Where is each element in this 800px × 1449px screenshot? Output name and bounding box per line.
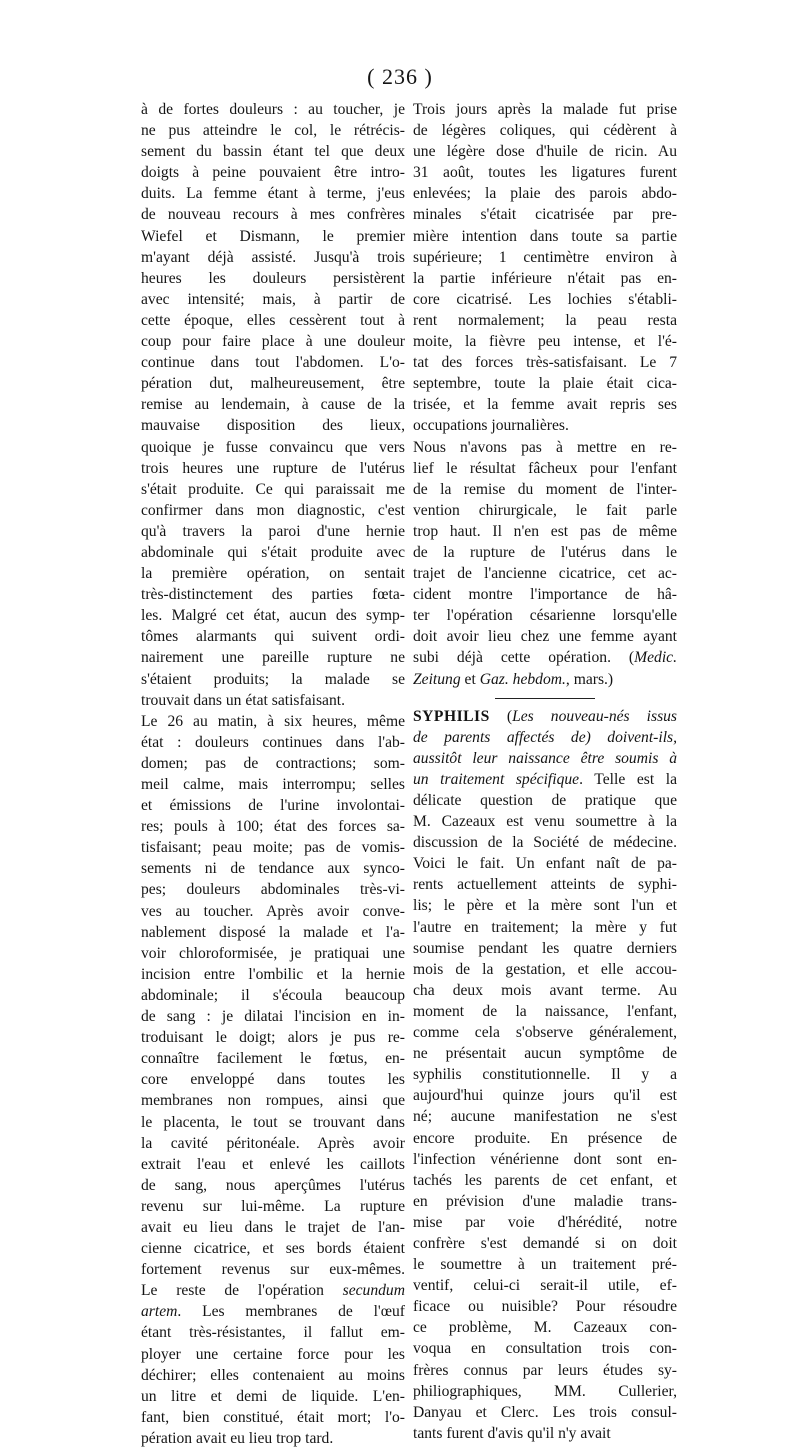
text-line: duits. La femme étant à terme, j'eus [141,185,405,203]
text-line: très-distinctement des parties fœta- [141,586,405,604]
text-line: discussion de la Société de médecine. [413,834,677,852]
text-line: la cavité péritonéale. Après avoir [141,1134,405,1152]
text-line: les. Malgré cet état, aucun des symp- [141,607,405,625]
text-line: M. Cazeaux est venu soumettre à la [413,813,677,831]
text-line: trop haut. Il n'en est pas de même [413,522,677,540]
text-line: subi déjà cette opération. (Medic. [413,649,677,667]
text-line: minales s'était cicatrisée par pre- [413,206,677,224]
text-line: Le 26 au matin, à six heures, même [141,712,405,730]
text-line: de la rupture de l'utérus dans le [413,543,677,561]
text-line: connaître facilement le fœtus, en- [141,1050,405,1068]
text-line: doit avoir lieu chez une femme ayant [413,628,677,646]
text-line: Nous n'avons pas à mettre en re- [413,438,677,456]
text-line: ployer une certaine force pour les [141,1345,405,1363]
text-line: ves au toucher. Après avoir conve- [141,902,405,920]
text-line: Trois jours après la malade fut prise [413,101,677,118]
text-line: sement du bassin étant tel que deux [141,143,405,161]
text-line: doigts à peine pouvaient être intro- [141,164,405,182]
text-line: res; pouls à 100; état des forces sa- [141,818,405,836]
text-line: la première opération, on sentait [141,565,405,583]
text-line: core cicatrisé. Les lochies s'établi- [413,290,677,308]
text-line: Zeitung et Gaz. hebdom., mars.) [413,670,614,688]
text-line: cident montre l'importance de hâ- [413,586,677,604]
text-line: abdominale; il s'écoula beaucoup [141,986,405,1004]
text-line: qu'à travers la paroi d'une hernie [141,522,405,540]
text-line: ficace ou nuisible? Pour résoudre [413,1298,677,1316]
text-line: remise au lendemain, à cause de la [141,396,405,414]
right-column [413,99,677,1444]
text-line: de parents affectés de) doivent-ils, [413,728,677,746]
text-line: tachés les parents de cet enfant, et [413,1171,677,1189]
text-line: frères connus par leurs études sy- [413,1361,677,1379]
text-line: un litre et demi de liquide. L'en- [141,1387,405,1405]
text-line: Wiefel et Dismann, le premier [141,227,405,245]
text-line: étant très-résistantes, il fallut em- [141,1324,405,1342]
text-line: mauvaise disposition des lieux, [141,417,405,435]
text-line: rent normalement; la peau resta [413,311,677,329]
text-line: de nouveau recours à mes confrères [141,206,405,224]
text-line: trois heures une rupture de l'utérus [141,459,405,477]
text-line: moment de la naissance, l'enfant, [413,1002,677,1020]
text-line: revenu sur lui-même. La rupture [141,1197,405,1215]
text-line: confirmer dans mon diagnostic, c'est [141,501,405,519]
text-line: nairement une pareille rupture ne [141,649,405,667]
text-line: troduisant le doigt; alors je pus re- [141,1029,405,1047]
text-line: et émissions de l'urine involontai- [141,797,405,815]
text-line: l'infection vénérienne dont sont en- [413,1150,677,1168]
text-line: cienne cicatrice, et ses bords étaient [141,1240,405,1258]
text-line: abdominale qui s'était produite avec [141,543,405,561]
text-line: s'était produite. Ce qui paraissait me [141,480,405,498]
text-line: la partie inférieure n'était pas en- [413,269,677,287]
text-line: lief le résultat fâcheux pour l'enfant [413,459,677,477]
text-line: occupations journalières. [413,417,569,435]
text-line: quoique je fusse convaincu que vers [141,438,405,456]
text-line: heures les douleurs persistèrent [141,269,405,287]
text-line: mise par voie d'hérédité, notre [413,1213,677,1231]
text-line: continue dans tout l'abdomen. L'o- [141,354,405,372]
text-line: trajet de l'ancienne cicatrice, cet ac- [413,565,677,583]
text-line: ne présentait aucun symptôme de [413,1045,677,1063]
text-line: Le reste de l'opération secundum [141,1282,405,1300]
text-line: supérieure; 1 centimètre environ à [413,248,677,266]
text-line: s'étaient produits; la malade se [141,670,405,688]
text-line: ventif, celui-ci serait-il utile, ef- [413,1277,677,1295]
text-line: fant, bien constitué, était mort; l'o- [141,1408,405,1426]
text-line: comme cela s'observe généralement, [413,1024,677,1042]
text-line: coup pour faire place à une douleur [141,333,405,351]
text-line: nablement disposé la malade et l'a- [141,923,405,941]
text-line: syphilis constitutionnelle. Il y a [413,1066,677,1084]
text-line: en prévision d'une maladie trans- [413,1192,677,1210]
text-line: philiographiques, MM. Cullerier, [413,1382,677,1400]
text-line: meil calme, mais interrompu; selles [141,776,405,793]
text-line: sements ni de tendance aux synco- [141,860,405,878]
text-line: né; aucune manifestation ne s'est [413,1108,677,1126]
text-line: cette époque, elles cessèrent tout à [141,311,405,329]
text-line: lis; le père et la mère sont l'un et [413,897,677,915]
right-column-part-2 [413,706,677,1444]
text-line: pération dut, malheureusement, être [141,375,405,393]
text-line: déchirer; elles contenaient au moins [141,1366,405,1384]
text-line: le placenta, le tout se trouvant dans [141,1113,405,1131]
text-line: soumise pendant les quatre derniers [413,939,677,957]
text-line: état : douleurs continues dans l'ab- [141,733,405,751]
text-line: moite, la fièvre peu intense, et l'é- [413,333,677,351]
left-column [141,99,405,1449]
text-line: de légères coliques, qui cédèrent à [413,122,677,140]
text-line: fortement revenus sur eux-mêmes. [141,1261,405,1279]
text-line: mière intention dans toute sa partie [413,227,677,245]
text-line: tômes alarmants qui suivent ordi- [141,628,405,646]
text-line: pération avait eu lieu trop tard. [141,1429,334,1447]
page-number: ( 236 ) [367,64,433,89]
text-line: rents actuellement atteints de syphi- [413,876,677,894]
text-line: trisée, et la femme avait repris ses [413,396,677,414]
text-line: extrait l'eau et enlevé les caillots [141,1155,405,1173]
text-line: aussitôt leur naissance être soumis à [413,749,677,767]
text-line: Voici le fait. Un enfant naît de pa- [413,855,677,873]
text-line: avait eu lieu dans le trajet de l'an- [141,1218,405,1236]
text-line: mois de la gestation, et elle accou- [413,960,677,978]
text-line: vention chirurgicale, le fait parle [413,501,677,519]
text-line: délicate question de pratique que [413,792,677,809]
text-line: m'ayant déjà assisté. Jusqu'à trois [141,248,405,266]
text-line: le soumettre à un traitement pré- [413,1256,677,1274]
text-line: 31 août, toutes les ligatures furent [413,164,677,182]
text-line: aujourd'hui quinze jours qu'il est [413,1087,677,1105]
text-line: incision entre l'ombilic et la hernie [141,965,405,983]
text-line: SYPHILIS (Les nouveau-nés issus [413,707,678,725]
text-line: ce problème, M. Cazeaux con- [413,1319,677,1337]
text-line: ne pus atteindre le col, le rétrécis- [141,122,405,140]
text-line: voir chloroformisée, je pratiquai une [141,944,405,962]
text-line: septembre, toute la plaie était cica- [413,375,677,393]
text-line: voqua en consultation trois con- [413,1340,677,1358]
text-line: pes; douleurs abdominales très-vi- [141,881,405,899]
text-line: de sang : je dilatai l'incision en in- [141,1008,405,1026]
text-line: l'autre en traitement; la mère y fut [413,918,677,936]
text-line: cha deux mois avant terme. Au [413,981,677,999]
text-line: domen; pas de contractions; som- [141,754,405,772]
text-line: core enveloppé dans toutes les [141,1071,405,1089]
right-column-part-1 [413,99,677,690]
text-line: de sang, nous aperçûmes l'utérus [141,1176,405,1194]
text-line: à de fortes douleurs : au toucher, je [141,101,405,118]
text-line: tants furent d'avis qu'il n'y avait [413,1424,611,1442]
text-line: Danyau et Clerc. Les trois consul- [413,1403,677,1421]
text-line: trouvait dans un état satisfaisant. [141,691,345,709]
text-line: une légère dose d'huile de ricin. Au [413,143,677,161]
text-line: ter l'opération césarienne lorsqu'elle [413,607,677,625]
section-divider [495,698,595,699]
text-line: enlevées; la plaie des parois abdo- [413,185,677,203]
text-line: tisfaisant; peau moite; pas de vomis- [141,839,405,857]
text-line: encore produite. En présence de [413,1129,677,1147]
text-line: tat des forces très-satisfaisant. Le 7 [413,354,677,372]
text-line: un traitement spécifique. Telle est la [413,770,677,788]
text-line: confrère s'est demandé si on doit [413,1234,677,1252]
text-line: membranes non rompues, ainsi que [141,1092,405,1110]
text-line: avec intensité; mais, à partir de [141,290,405,308]
text-line: de la remise du moment de l'inter- [413,480,677,498]
text-line: artem. Les membranes de l'œuf [141,1303,405,1321]
